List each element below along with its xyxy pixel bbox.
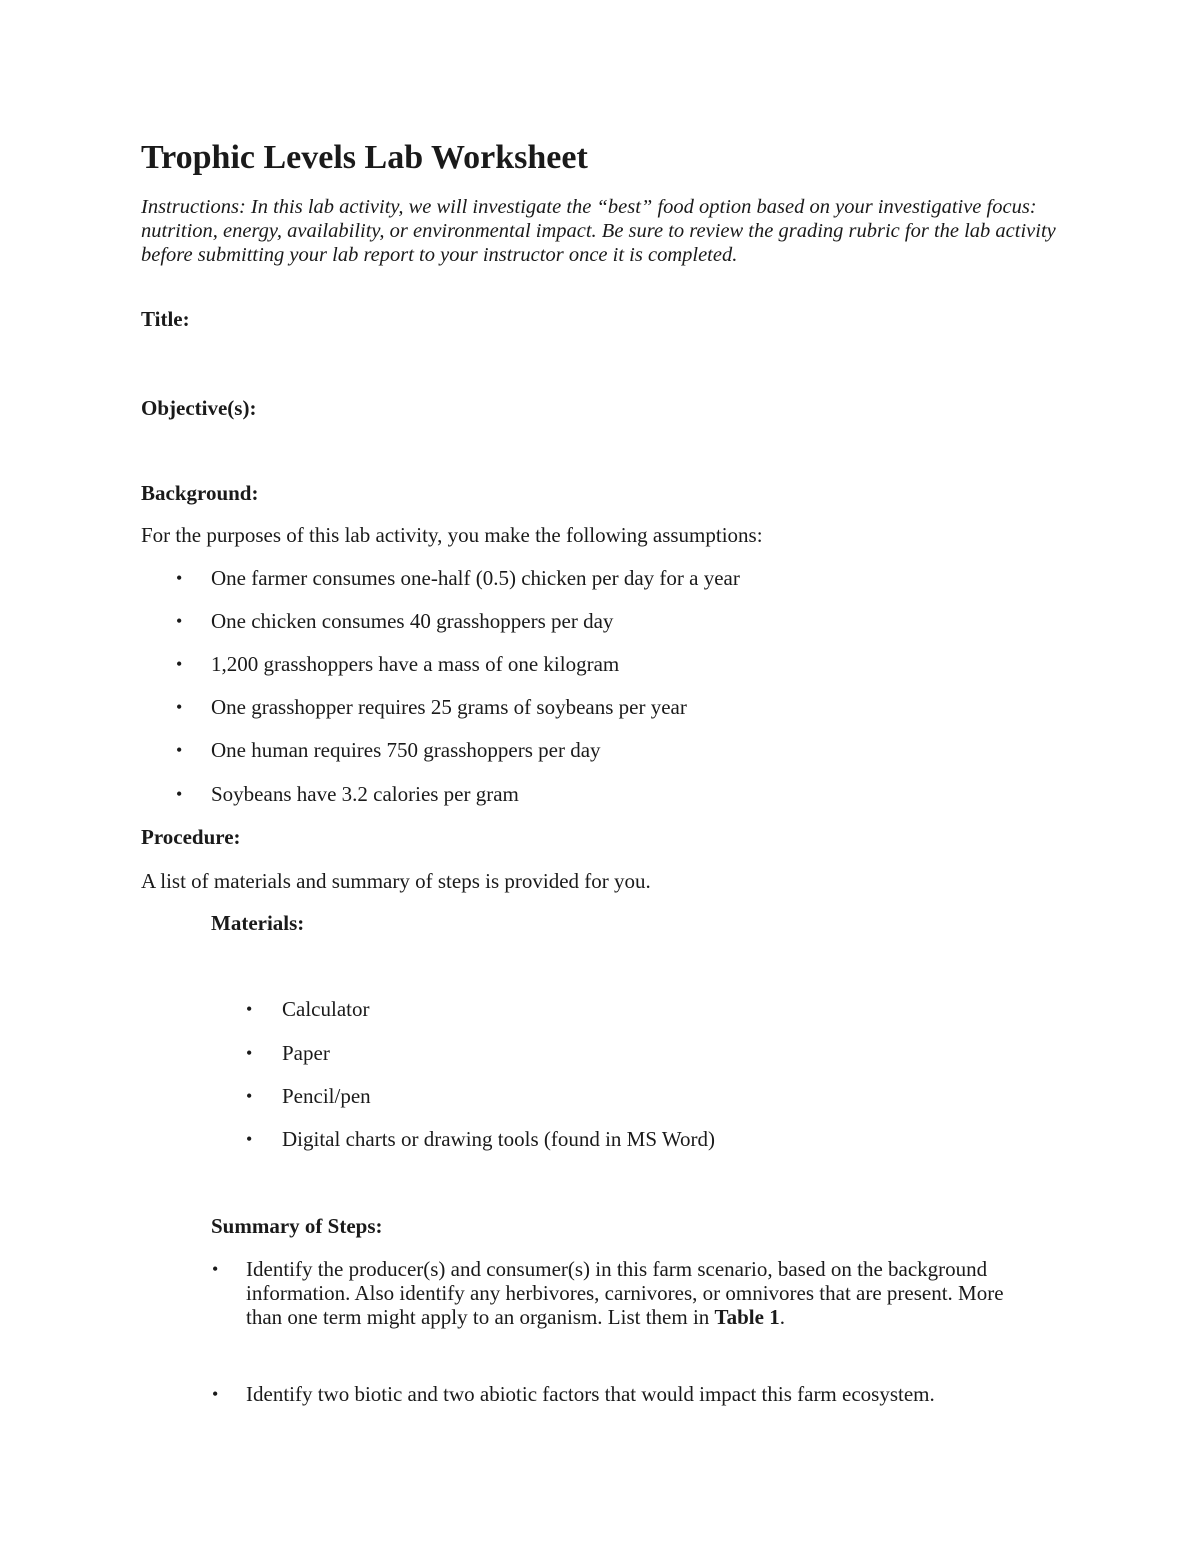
bullet-icon: • (246, 1086, 253, 1106)
list-item: One human requires 750 grasshoppers per day (211, 738, 601, 762)
step-item (246, 1382, 1046, 1406)
background-label: Background: (141, 481, 259, 505)
bullet-icon: • (176, 740, 183, 760)
materials-label: Materials: (211, 911, 305, 935)
bullet-icon: • (212, 1259, 219, 1279)
step-end: . (779, 1305, 785, 1329)
bullet-icon: • (176, 611, 183, 631)
step-item (246, 1257, 1016, 1329)
bullet-icon: • (176, 697, 183, 717)
list-item: 1,200 grasshoppers have a mass of one kilogram (211, 652, 620, 676)
title-label: Title: (141, 307, 190, 331)
bullet-icon: • (246, 1129, 253, 1149)
list-item: Soybeans have 3.2 calories per gram (211, 782, 519, 806)
bullet-icon: • (176, 784, 183, 804)
table-reference: Table 1 (714, 1305, 780, 1329)
bullet-icon: • (176, 654, 183, 674)
instructions-paragraph: Instructions: In this lab activity, we will investigate the “best” food option based on your investigative focus: nutrition, energy, availability, or environmental impact. Be sure to review the grading rubric for the lab activity before submitting your lab report to your instructor once it is completed. (141, 196, 1056, 266)
bullet-icon: • (212, 1384, 219, 1404)
objectives-label: Objective(s): (141, 396, 257, 420)
step-text: Identify two biotic and two abiotic factors that would impact this farm ecosystem. (246, 1382, 935, 1406)
list-item: Calculator (282, 997, 370, 1021)
background-intro: For the purposes of this lab activity, you make the following assumptions: (141, 523, 763, 547)
procedure-label: Procedure: (141, 825, 241, 849)
procedure-intro: A list of materials and summary of steps is provided for you. (141, 869, 651, 893)
list-item: Digital charts or drawing tools (found in MS Word) (282, 1127, 716, 1151)
list-item: Paper (282, 1041, 330, 1065)
list-item: One farmer consumes one-half (0.5) chicken per day for a year (211, 566, 740, 590)
page-title: Trophic Levels Lab Worksheet (141, 139, 588, 176)
summary-of-steps-label: Summary of Steps: (211, 1214, 383, 1238)
bullet-icon: • (246, 999, 253, 1019)
list-item: Pencil/pen (282, 1084, 371, 1108)
step-text: Identify the producer(s) and consumer(s) in this farm scenario, based on the background information. Also identify any herbivores, carnivores, or omnivores that are present. More than one term might apply to an organism. List them in (246, 1257, 1004, 1329)
list-item: One grasshopper requires 25 grams of soybeans per year (211, 695, 687, 719)
bullet-icon: • (176, 568, 183, 588)
list-item: One chicken consumes 40 grasshoppers per day (211, 609, 614, 633)
bullet-icon: • (246, 1043, 253, 1063)
